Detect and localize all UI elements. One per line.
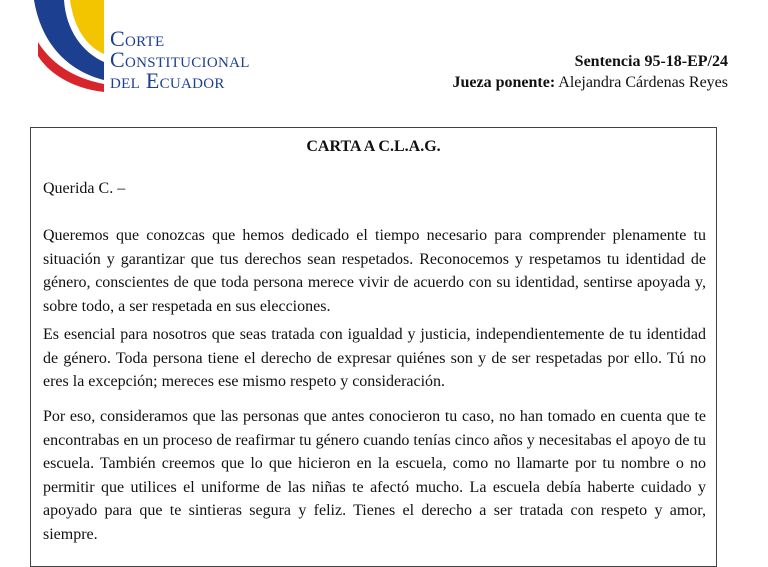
jueza-name: Alejandra Cárdenas Reyes [558,74,728,91]
court-emblem-icon [34,0,114,96]
jueza-label: Jueza ponente: [452,74,556,91]
letter-salutation: Querida C. – [43,180,126,197]
letter-paragraph: Por eso, consideramos que las personas que antes conocieron tu caso, no han tomado en cuenta que te encontrabas en un proceso de reafirmar tu género cuando tenías cinco años y necesitabas el apoyo de tu escuela. También creemos que lo que hicieron en la escuela, como no llamarte por tu nombre o no permitir que utilices el uniforme de las niñas te afectó mucho. La escuela debía haberte cuidado y apoyado para que te sintieras segura y feliz. Tienes el derecho a ser tratada con respeto y amor, siempre. [43,408,706,543]
letter-title: CARTA A C.L.A.G. [306,138,441,155]
court-logo [34,0,294,96]
sentencia-number: Sentencia 95-18-EP/24 [574,53,728,70]
court-name-line-2: Constitucional [110,47,250,72]
jueza-line [453,72,729,93]
court-name-line-1: Corte [110,26,165,51]
letter-box [30,127,717,567]
letter-paragraph: Es esencial para nosotros que seas tratada con igualdad y justicia, independientemente de tu identidad de género. Toda persona tiene el derecho de expresar quiénes son y de ser respetadas por ello. Tú no eres la excepción; mereces ese mismo respeto y consideración. [43,326,706,390]
document-header [453,51,729,93]
court-name [110,28,250,91]
court-name-line-3: del Ecuador [110,68,225,93]
letter-paragraph: Queremos que conozcas que hemos dedicado el tiempo necesario para comprender plenamente tu situación y garantizar que tus derechos sean respetados. Reconocemos y respetamos tu identidad de género, conscientes de que toda persona merece vivir de acuerdo con su identidad, sentirse apoyada y, sobre todo, a ser respetada en sus elecciones. [43,227,706,315]
